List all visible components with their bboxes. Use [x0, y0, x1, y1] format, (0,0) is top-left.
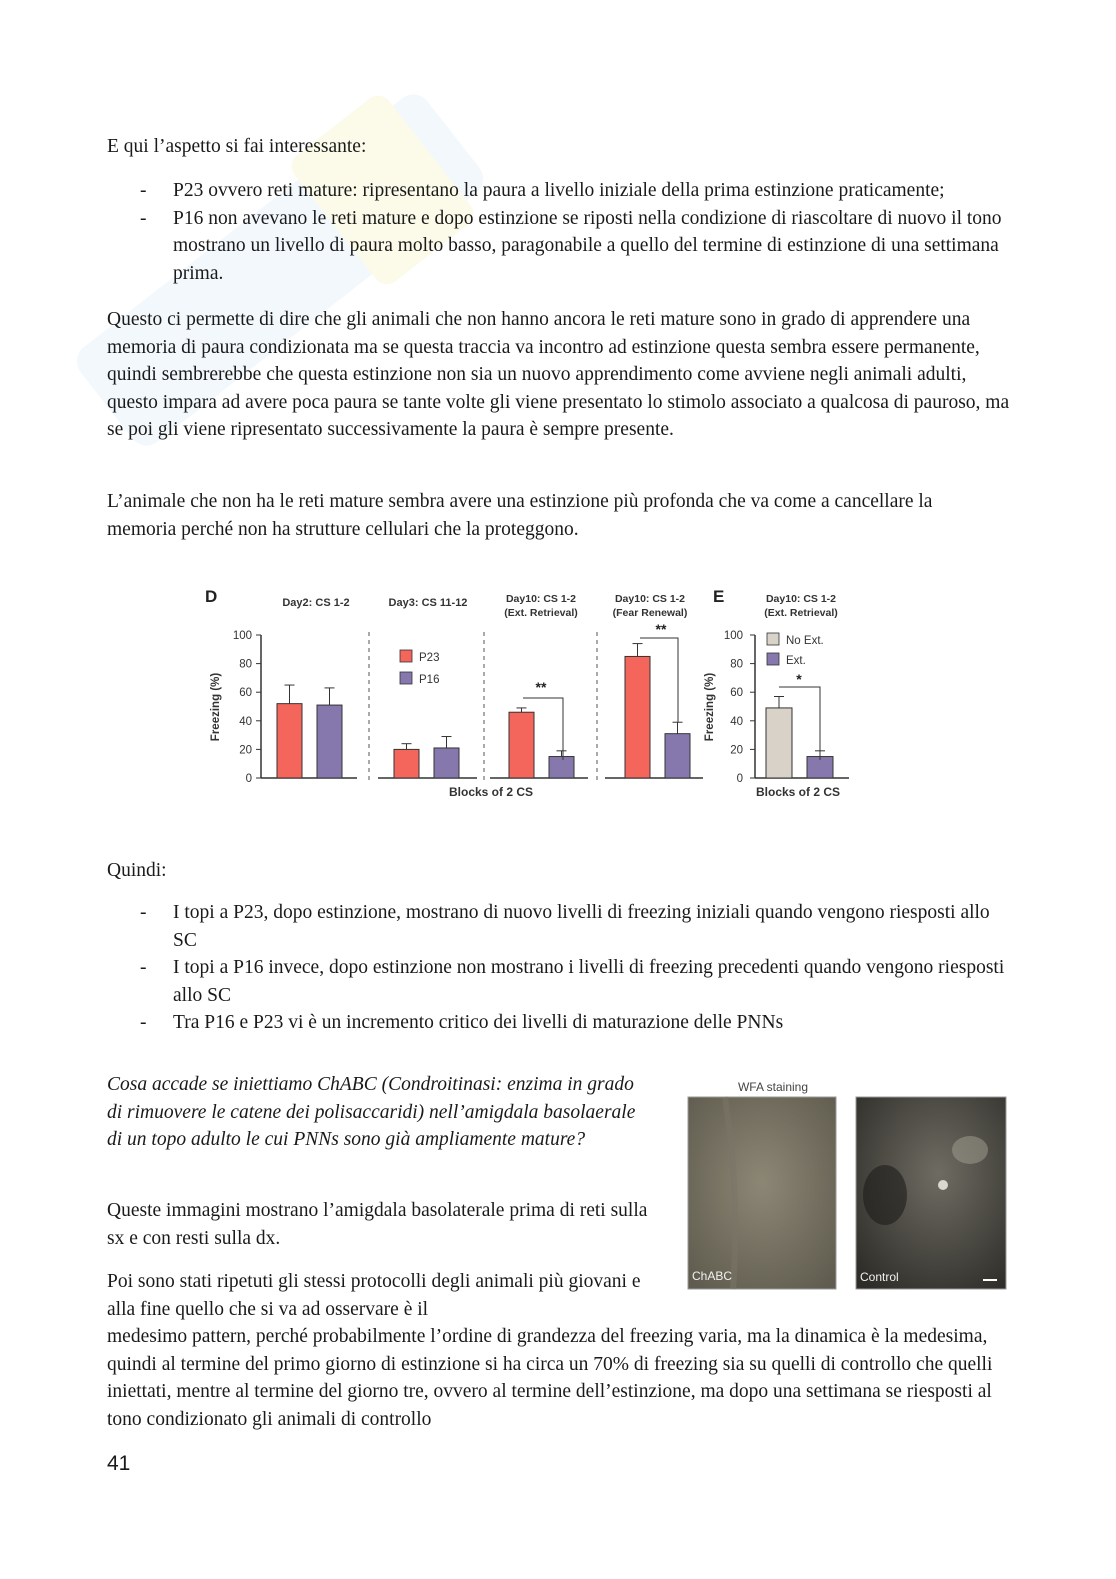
- y-tick-label: 80: [730, 658, 743, 671]
- y-tick-label: 40: [239, 715, 252, 728]
- list-item: - P16 non avevano le reti mature e dopo estinzione se riposti nella condizione di riascoltare di nuovo il tono mostrano un livello di paura molto basso, paragonabile a quello del termine di estinzione di una settimana prima.: [107, 205, 1007, 288]
- legend-swatch-p23: [400, 650, 412, 662]
- legend-swatch-p16: [400, 672, 412, 684]
- intro-text: E qui l’aspetto si fai interessante:: [107, 136, 367, 157]
- legend-label-p16: P16: [419, 674, 440, 686]
- y-ticks-d: [233, 630, 261, 785]
- sig-label: *: [796, 671, 802, 687]
- legend-swatch-no-ext: [767, 633, 779, 645]
- freezing-chart-figure: [195, 580, 865, 805]
- bar-p23-group-2: [394, 749, 419, 778]
- sig-label: **: [655, 621, 667, 637]
- paragraph-4a: Poi sono stati ripetuti gli stessi protocolli degli animali più giovani e alla fine quello che si va ad osservare è il: [107, 1271, 641, 1320]
- wfa-staining-figure: [685, 1075, 1010, 1293]
- list-item: - P23 ovvero reti mature: ripresentano la paura a livello iniziale della prima estinzione praticamente;: [107, 177, 1007, 205]
- panel-e-title: Day10: CS 1-2: [765, 593, 837, 605]
- y-tick-label: 100: [232, 630, 252, 642]
- bar-p16-group-2: [434, 748, 459, 778]
- paragraph-3: Queste immagini mostrano l’amigdala basolaterale prima di reti sulla sx e con resti sulla dx.: [107, 1200, 648, 1249]
- paragraph-2: L’animale che non ha le reti mature sembra avere una estinzione più profonda che va come a cancellare la memoria perché non ha strutture cellulari che la proteggono.: [107, 491, 933, 540]
- panel-letter-e: E: [713, 587, 725, 606]
- question-text: Cosa accade se iniettiamo ChABC (Condroitinasi: enzima in grado di rimuovere le catene dei polisaccaridi) nell’amigdala basolaerale di un topo adulto le cui PNNs sono già ampliamente mature?: [107, 1074, 636, 1150]
- legend-label-p23: P23: [419, 652, 440, 664]
- y-tick-label: 0: [736, 773, 743, 785]
- y-axis-label-d: Freezing (%): [210, 672, 222, 742]
- y-tick-label: 0: [245, 773, 252, 785]
- bars-e: [766, 696, 833, 778]
- list-item: - Tra P16 e P23 vi è un incremento critico dei livelli di maturazione delle PNNs: [107, 1009, 1007, 1037]
- x-axis-label-e: Blocks of 2 CS: [755, 785, 841, 799]
- bullet-list-2: [107, 899, 1007, 1037]
- bar-p23-group-3: [509, 712, 534, 778]
- chabc-label: ChABC: [692, 1269, 733, 1283]
- y-axis-label-e: Freezing (%): [704, 672, 716, 742]
- panel-letter-d: D: [205, 587, 218, 606]
- y-tick-label: 60: [239, 687, 252, 700]
- bar-p23-group-4: [625, 656, 650, 778]
- chabc-image: [688, 1097, 836, 1289]
- sig-label: **: [535, 679, 547, 695]
- group-title-day2: Day2: CS 1-2: [282, 597, 350, 609]
- quindi-text: Quindi:: [107, 860, 167, 881]
- y-tick-label: 80: [239, 658, 252, 671]
- legend-swatch-ext: [767, 653, 779, 665]
- paragraph-4b: medesimo pattern, perché probabilmente l’ordine di grandezza del freezing varia, ma la dinamica è la medesima, quindi al termine del primo giorno di estinzione si ha circa un 70% di freezing sia su quelli di controllo che quelli iniettati, mentre al termine del giorno tre, ovvero al termine dell’estinzione, ma dopo una settimana se riesposti al tono condizionato gli animali di controllo: [107, 1326, 993, 1430]
- legend-label-ext: Ext.: [786, 655, 806, 667]
- y-ticks-e: [724, 630, 755, 785]
- y-tick-label: 20: [239, 744, 252, 757]
- group-title-day10-renewal: Day10: CS 1-2: [614, 593, 686, 605]
- paragraph-1: Questo ci permette di dire che gli animali che non hanno ancora le reti mature sono in grado di apprendere una memoria di paura condizionata ma se questa traccia va incontro ad estinzione questa sembra essere permanente, quindi sembrerebbe che questa estinzione non sia un nuovo apprendimento come avviene negli animali adulti, questo impara ad avere poca paura se tante volte gli viene presentato lo stimolo associato a qualcosa di pauroso, ma se poi gli viene ripresentato successivamente la paura è sempre presente.: [107, 309, 1010, 440]
- y-tick-label: 100: [723, 630, 743, 642]
- bullet-list-1: [107, 177, 1007, 287]
- group-subtitle-day10-renewal: (Fear Renewal): [612, 607, 688, 619]
- bar-p16-group-3: [549, 757, 574, 778]
- control-label: Control: [860, 1270, 899, 1284]
- bar-p16-group-1: [317, 705, 342, 778]
- y-tick-label: 40: [730, 715, 743, 728]
- bars-d: [277, 644, 690, 778]
- y-tick-label: 20: [730, 744, 743, 757]
- legend-label-no-ext: No Ext.: [786, 635, 824, 647]
- bar-p23-group-1: [277, 704, 302, 778]
- bar-no-ext: [766, 708, 792, 778]
- list-item: - I topi a P16 invece, dopo estinzione non mostrano i livelli di freezing precedenti quando vengono riesposti allo SC: [107, 954, 1007, 1009]
- x-axis-label-d: Blocks of 2 CS: [448, 785, 534, 799]
- bar-p16-group-4: [665, 734, 690, 778]
- group-title-day3: Day3: CS 11-12: [388, 597, 468, 609]
- y-tick-label: 60: [730, 687, 743, 700]
- panel-e-subtitle: (Ext. Retrieval): [764, 607, 838, 619]
- group-subtitle-day10-ext: (Ext. Retrieval): [504, 607, 578, 619]
- group-title-day10-ext: Day10: CS 1-2: [505, 593, 577, 605]
- list-item: - I topi a P23, dopo estinzione, mostrano di nuovo livelli di freezing iniziali quando vengono riesposti allo SC: [107, 899, 1007, 954]
- wfa-title: WFA staining: [737, 1080, 809, 1094]
- page-number: 41: [107, 1452, 131, 1475]
